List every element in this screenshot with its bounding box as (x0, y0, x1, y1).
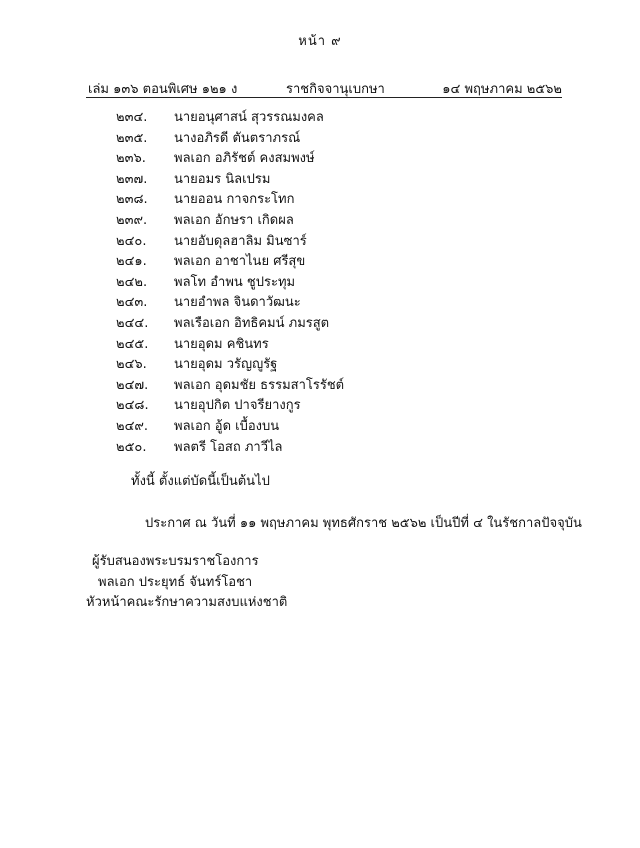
item-name: นายอุดม คชินทร (174, 336, 269, 352)
header-divider (86, 97, 562, 98)
list-item (116, 252, 344, 273)
list-item (116, 232, 344, 253)
appointee-list (116, 108, 344, 458)
item-name: นายอับดุลฮาลิม มินซาร์ (174, 233, 307, 249)
item-number: ๒๓๘. (116, 192, 148, 208)
item-number: ๒๔๗. (116, 377, 149, 393)
list-item (116, 417, 344, 438)
item-number: ๒๓๕. (116, 130, 148, 146)
item-number: ๒๔๐. (116, 233, 147, 249)
page-number: หน้า ๙ (298, 34, 342, 49)
list-item (116, 190, 344, 211)
item-name: นายอมร นิลเปรม (174, 171, 271, 187)
item-name: พลเอก อภิรัชต์ คงสมพงษ์ (174, 151, 315, 167)
item-number: ๒๔๓. (116, 295, 148, 311)
item-number: ๒๓๙. (116, 212, 148, 228)
list-item (116, 438, 344, 459)
item-name: พลตรี โอสถ ภาวีไล (174, 439, 283, 455)
list-item (116, 314, 344, 335)
item-name: นายอำพล จินดาวัฒนะ (174, 295, 301, 311)
list-item (116, 335, 344, 356)
item-number: ๒๔๔. (116, 315, 149, 331)
list-item (116, 129, 344, 150)
item-name: นางอภิรดี ตันตราภรณ์ (174, 130, 301, 146)
item-number: ๒๔๘. (116, 398, 149, 414)
volume-info: เล่ม ๑๓๖ ตอนพิเศษ ๑๒๑ ง (88, 82, 238, 97)
list-item (116, 355, 344, 376)
list-item (116, 293, 344, 314)
item-number: ๒๕๐. (116, 439, 147, 455)
list-item (116, 170, 344, 191)
signatory-position: หัวหน้าคณะรักษาความสงบแห่งชาติ (86, 595, 288, 610)
item-name: นายอุปกิต ปาจรียางกูร (174, 398, 301, 414)
item-name: นายอุดม วรัญญูรัฐ (174, 357, 278, 373)
signature-block (86, 552, 287, 614)
item-name: นายอนุศาสน์ สุวรรณมงคล (174, 110, 324, 125)
list-item (116, 108, 344, 129)
item-name: พลเอก อาชาไนย ศรีสุข (174, 254, 306, 270)
item-number: ๒๓๔. (116, 110, 148, 125)
gazette-title: ราชกิจจานุเบกษา (286, 82, 385, 97)
item-name: พลเอก อู้ด เบื้องบน (174, 418, 280, 434)
item-number: ๒๓๖. (116, 151, 146, 167)
item-number: ๒๔๒. (116, 274, 148, 290)
item-number: ๒๔๖. (116, 357, 147, 373)
list-item (116, 376, 344, 397)
signatory-name: พลเอก ประยุทธ์ จันทร์โอชา (98, 574, 253, 590)
list-item (116, 396, 344, 417)
countersign-title: ผู้รับสนองพระบรมราชโองการ (92, 554, 259, 569)
list-item (116, 211, 344, 232)
item-name: พลโท อำพน ชูประทุม (174, 274, 296, 290)
item-name: นายออน กาจกระโทก (174, 192, 295, 208)
item-number: ๒๔๑. (116, 254, 147, 270)
item-name: พลเรือเอก อิทธิคมน์ ภมรสูต (174, 315, 330, 331)
item-name: พลเอก อักษรา เกิดผล (174, 212, 294, 228)
item-name: พลเอก อุดมชัย ธรรมสาโรรัชต์ (174, 377, 345, 393)
running-header (88, 78, 562, 96)
proclamation-date: ประกาศ ณ วันที่ ๑๑ พฤษภาคม พุทธศักราช ๒๕๖๒ เป็นปีที่ ๔ ในรัชกาลปัจจุบัน (145, 516, 582, 531)
list-item (116, 273, 344, 294)
item-number: ๒๔๕. (116, 336, 149, 352)
item-number: ๒๔๙. (116, 418, 149, 434)
list-item (116, 149, 344, 170)
effective-clause: ทั้งนี้ ตั้งแต่บัดนี้เป็นต้นไป (131, 474, 270, 489)
header-date: ๑๔ พฤษภาคม ๒๕๖๒ (442, 82, 562, 97)
item-number: ๒๓๗. (116, 171, 148, 187)
